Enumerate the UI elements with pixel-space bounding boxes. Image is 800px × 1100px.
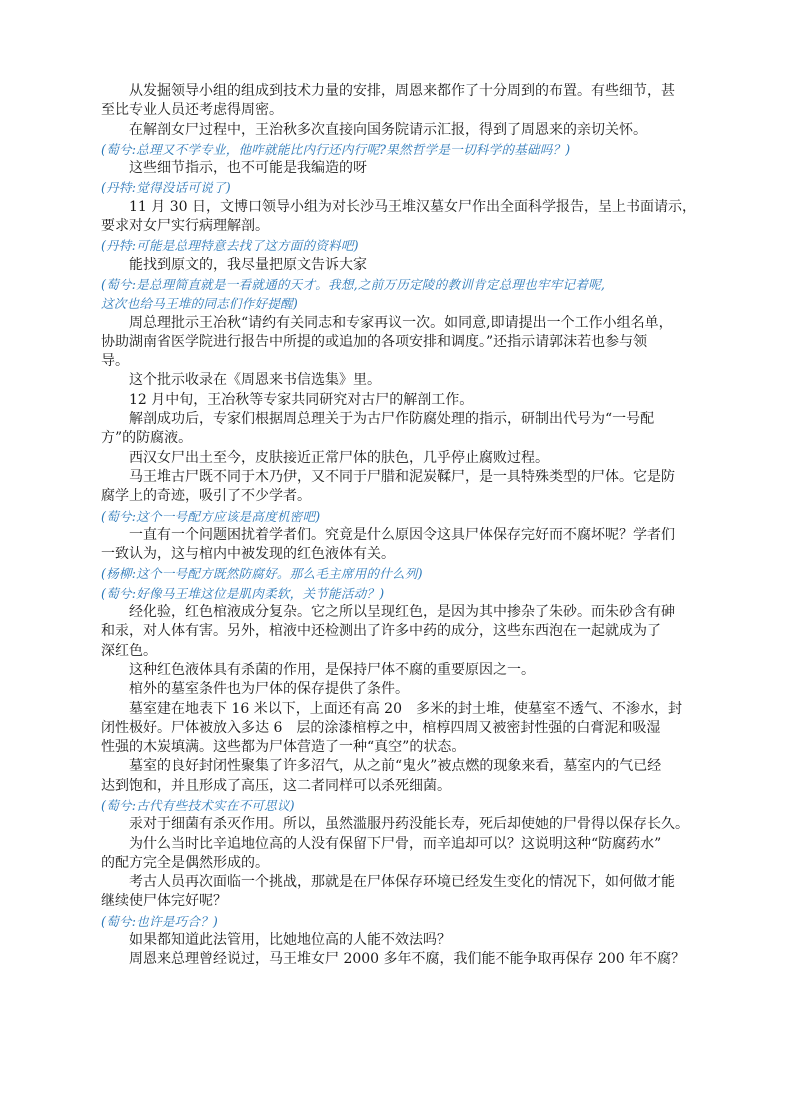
body-paragraph (101, 950, 701, 969)
text-line: 墓室的良好封闭性聚集了许多沼气，从之前“鬼火”被点燃的现象来看，墓室内的气已经 (129, 758, 662, 775)
text-line: 性强的木炭填满。这些都为尸体营造了一种“真空”的状态。 (101, 739, 466, 756)
text-line: 12 月中旬，王冶秋等专家共同研究对古尸的解剖工作。 (129, 391, 474, 408)
body-paragraph (101, 680, 701, 699)
text-line: 这些细节指示，也不可能是我编造的呀 (129, 160, 367, 177)
text-line: 马王堆古尸既不同于木乃伊，又不同于尸腊和泥炭鞣尸，是一具特殊类型的尸体。它是防 (129, 468, 675, 485)
document-page (101, 82, 701, 970)
body-paragraph (101, 410, 701, 449)
annotation-line: (萄兮:总理又不学专业，他咋就能比内行还内行呢?果然哲学是一切科学的基础吗？) (101, 141, 571, 157)
text-line: 一直有一个问题困扰着学者们。究竟是什么原因令这具尸体保存完好而不腐坏呢？学者们 (129, 526, 675, 543)
annotation-line: (杨柳:这个一号配方既然防腐好。那么毛主席用的什么列) (101, 566, 423, 582)
text-line: 协助湖南省医学院进行报告中所提的或追加的各项安排和调度。”还指示请郭沫若也参与领 (101, 333, 648, 350)
text-line: 周总理批示王冶秋“请约有关同志和专家再议一次。如同意,即请提出一个工作小组名单， (129, 314, 673, 331)
annotation-comment (101, 178, 701, 197)
text-line: 深红色。 (101, 642, 157, 659)
body-paragraph (101, 661, 701, 680)
text-line: 解剖成功后，专家们根据周总理关于为古尸作防腐处理的指示，研制出代号为“一号配 (129, 411, 655, 428)
body-paragraph (101, 700, 701, 758)
text-line: 为什么当时比辛追地位高的人没有保留下尸骨，而辛追却可以？这说明这种“防腐药水” (129, 835, 662, 852)
annotation-comment (101, 275, 701, 314)
body-paragraph (101, 391, 701, 410)
body-paragraph (101, 815, 701, 834)
text-line: 周恩来总理曾经说过，马王堆女尸 2000 多年不腐，我们能不能争取再保存 200 年不腐？ (129, 951, 686, 968)
text-line: 能找到原文的，我尽量把原文告诉大家 (129, 256, 367, 273)
body-paragraph (101, 873, 701, 912)
body-paragraph (101, 757, 701, 796)
annotation-line: (萄兮:这个一号配方应该是高度机密吧) (101, 508, 321, 524)
text-line: 汞对于细菌有杀灭作用。所以，虽然滥服丹药没能长寿，死后却使她的尸骨得以保存长久。 (129, 816, 689, 833)
annotation-line: (萄兮:也许是巧合？) (101, 913, 219, 929)
body-paragraph (101, 835, 701, 874)
text-line: 导。 (101, 353, 129, 370)
text-line: 闭性极好。尸体被放入多达 6 层的涂漆棺椁之中，棺椁四周又被密封性强的白膏泥和吸湿 (101, 719, 661, 736)
text-line: 11 月 30 日，文博口领导小组为对长沙马王堆汉墓女尸作出全面科学报告，呈上书面请示， (129, 198, 696, 215)
body-paragraph (101, 314, 701, 372)
body-paragraph (101, 198, 701, 237)
text-line: 继续使尸体完好呢？ (101, 893, 227, 910)
annotation-comment (101, 507, 701, 526)
body-paragraph (101, 526, 701, 565)
text-line: 这种红色液体具有杀菌的作用，是保持尸体不腐的重要原因之一。 (129, 661, 535, 678)
text-line: 要求对女尸实行病理解剖。 (101, 218, 269, 235)
annotation-comment (101, 584, 701, 603)
body-paragraph (101, 371, 701, 390)
text-line: 西汉女尸出土至今，皮肤接近正常尸体的肤色，几乎停止腐败过程。 (129, 449, 549, 466)
text-line: 经化验，红色棺液成分复杂。它之所以呈现红色，是因为其中掺杂了朱砂。而朱砂含有砷 (129, 604, 675, 621)
text-line: 腐学上的奇迹，吸引了不少学者。 (101, 488, 311, 505)
text-line: 一致认为，这与棺内中被发现的红色液体有关。 (101, 546, 395, 563)
text-line: 的配方完全是偶然形成的。 (101, 854, 269, 871)
body-paragraph (101, 121, 701, 140)
annotation-line: (萄兮:古代有些技术实在不可思议) (101, 797, 295, 813)
text-line: 达到饱和，并且形成了高压，这二者同样可以杀死细菌。 (101, 777, 451, 794)
text-line: 棺外的墓室条件也为尸体的保存提供了条件。 (129, 681, 409, 698)
annotation-line: 这次也给马王堆的同志们作好提醒) (101, 296, 299, 312)
annotation-line: (萄兮:好像马王堆这位是肌肉柔软，关节能活动？) (101, 585, 385, 601)
body-paragraph (101, 603, 701, 661)
body-paragraph (101, 256, 701, 275)
text-line: 和汞，对人体有害。另外，棺液中还检测出了许多中药的成分，这些东西泡在一起就成为了 (101, 623, 661, 640)
annotation-comment (101, 796, 701, 815)
text-line: 至比专业人员还考虑得周密。 (101, 102, 283, 119)
annotation-comment (101, 564, 701, 583)
body-paragraph (101, 931, 701, 950)
body-paragraph (101, 159, 701, 178)
text-line: 考古人员再次面临一个挑战，那就是在尸体保存环境已经发生变化的情况下，如何做才能 (129, 874, 675, 891)
annotation-line: (丹特:可能是总理特意去找了这方面的资料吧) (101, 238, 359, 254)
text-line: 这个批示收录在《周恩来书信选集》里。 (129, 372, 381, 389)
annotation-comment (101, 140, 701, 159)
text-line: 从发掘领导小组的组成到技术力量的安排，周恩来都作了十分周到的布置。有些细节，甚 (129, 83, 675, 99)
text-line: 墓室建在地表下 16 米以下，上面还有高 20 多米的封土堆，使墓室不透气、不渗水，封 (129, 700, 682, 717)
text-line: 在解剖女尸过程中，王治秋多次直接向国务院请示汇报，得到了周恩来的亲切关怀。 (129, 121, 647, 138)
body-paragraph (101, 449, 701, 468)
body-paragraph (101, 468, 701, 507)
annotation-line: (丹特:觉得没话可说了) (101, 180, 231, 196)
annotation-comment (101, 912, 701, 931)
text-line: 如果都知道此法管用，比她地位高的人能不效法吗？ (129, 932, 451, 949)
annotation-comment (101, 236, 701, 255)
body-paragraph (101, 82, 701, 121)
annotation-line: (萄兮:是总理简直就是一看就通的天才。我想,之前万历定陵的教训肯定总理也牢牢记着呢, (101, 276, 606, 292)
text-line: 方”的防腐液。 (101, 430, 193, 447)
